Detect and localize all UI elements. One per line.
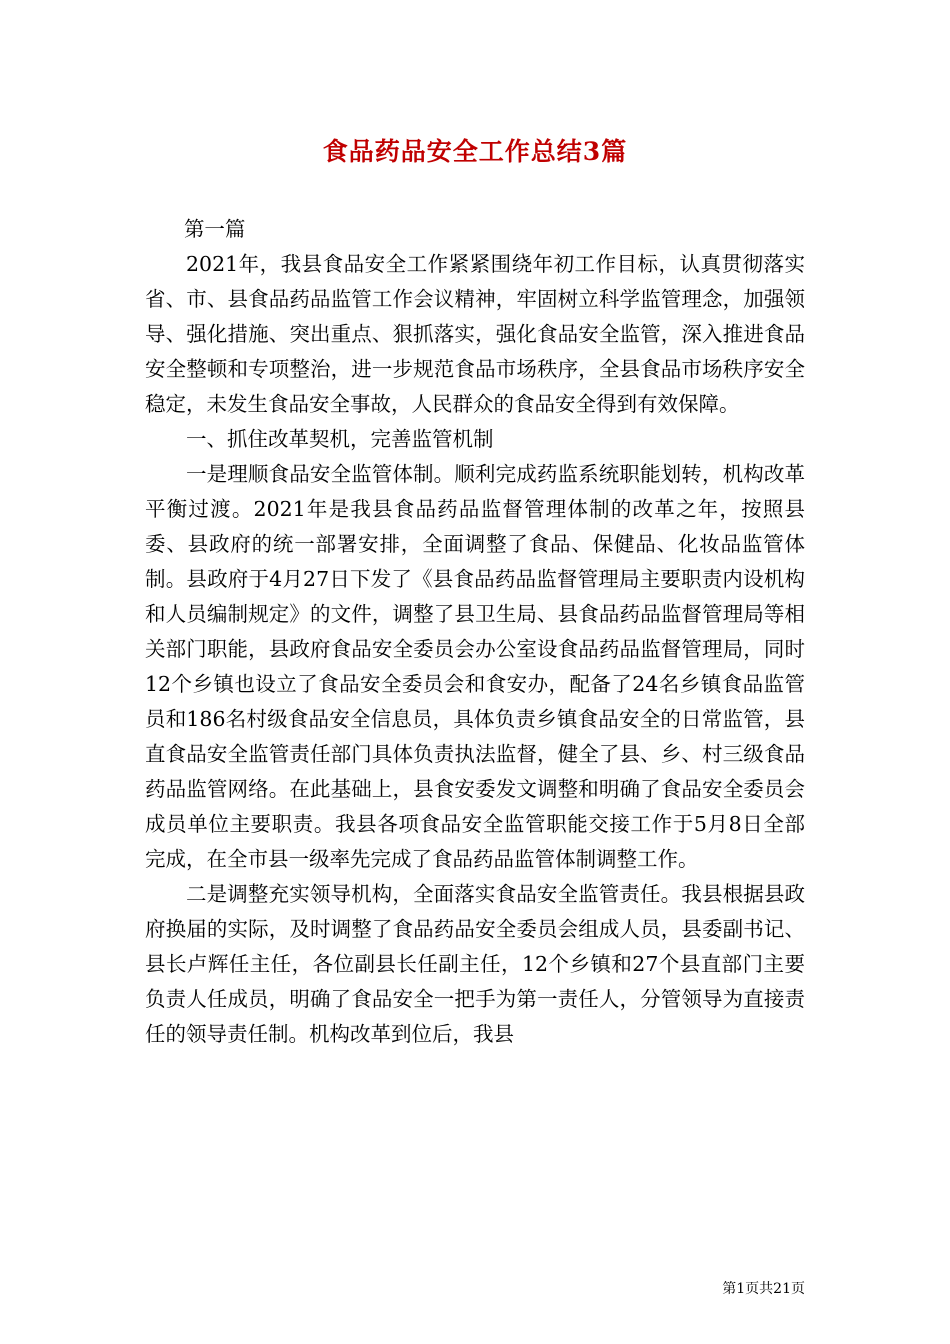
paragraph-leadership-adjustment: 二是调整充实领导机构，全面落实食品安全监管责任。我县根据县政府换届的实际，及时调整了食品药品安全委员会组成人员，县委副书记、县长卢辉任主任，各位副县长任副主任，12个乡镇和27个县直部门主要负责人任成员，明确了食品安全一把手为第一责任人，分管领导为直接责任的领导责任制。机构改革到位后，我县 <box>145 882 805 1046</box>
document-title: 食品药品安全工作总结3篇 <box>322 137 628 166</box>
page-number-footer: 第1页共21页 <box>722 1281 805 1297</box>
paragraph-supervision-system: 一是理顺食品安全监管体制。顺利完成药监系统职能划转，机构改革平衡过渡。2021年是我县食品药品监督管理体制的改革之年，按照县委、县政府的统一部署安排，全面调整了食品、保健品、化妆品监管体制。县政府于4月27日下发了《县食品药品监督管理局主要职责内设机构和人员编制规定》的文件，调整了县卫生局、县食品药品监督管理局等相关部门职能，县政府食品安全委员会办公室设食品药品监督管理局，同时12个乡镇也设立了食品安全委员会和食安办，配备了24名乡镇食品监管员和186名村级食品安全信息员，具体负责乡镇食品安全的日常监管，县直食品安全监管责任部门具体负责执法监督，健全了县、乡、村三级食品药品监管网络。在此基础上，县食安委发文调整和明确了食品安全委员会成员单位主要职责。我县各项食品安全监管职能交接工作于5月8日全部完成，在全市县一级率先完成了食品药品监管体制调整工作。 <box>145 462 805 871</box>
paragraph-intro: 2021年，我县食品安全工作紧紧围绕年初工作目标，认真贯彻落实省、市、县食品药品监管工作会议精神，牢固树立科学监管理念，加强领导、强化措施、突出重点、狠抓落实，强化食品安全监管，深入推进食品安全整顿和专项整治，进一步规范食品市场秩序，全县食品市场秩序安全稳定，未发生食品安全事故，人民群众的食品安全得到有效保障。 <box>145 252 805 416</box>
document-body <box>145 212 805 1052</box>
section-heading-part-one: 第一篇 <box>183 217 246 241</box>
subheading-reform: 一、抓住改革契机，完善监管机制 <box>186 427 494 451</box>
